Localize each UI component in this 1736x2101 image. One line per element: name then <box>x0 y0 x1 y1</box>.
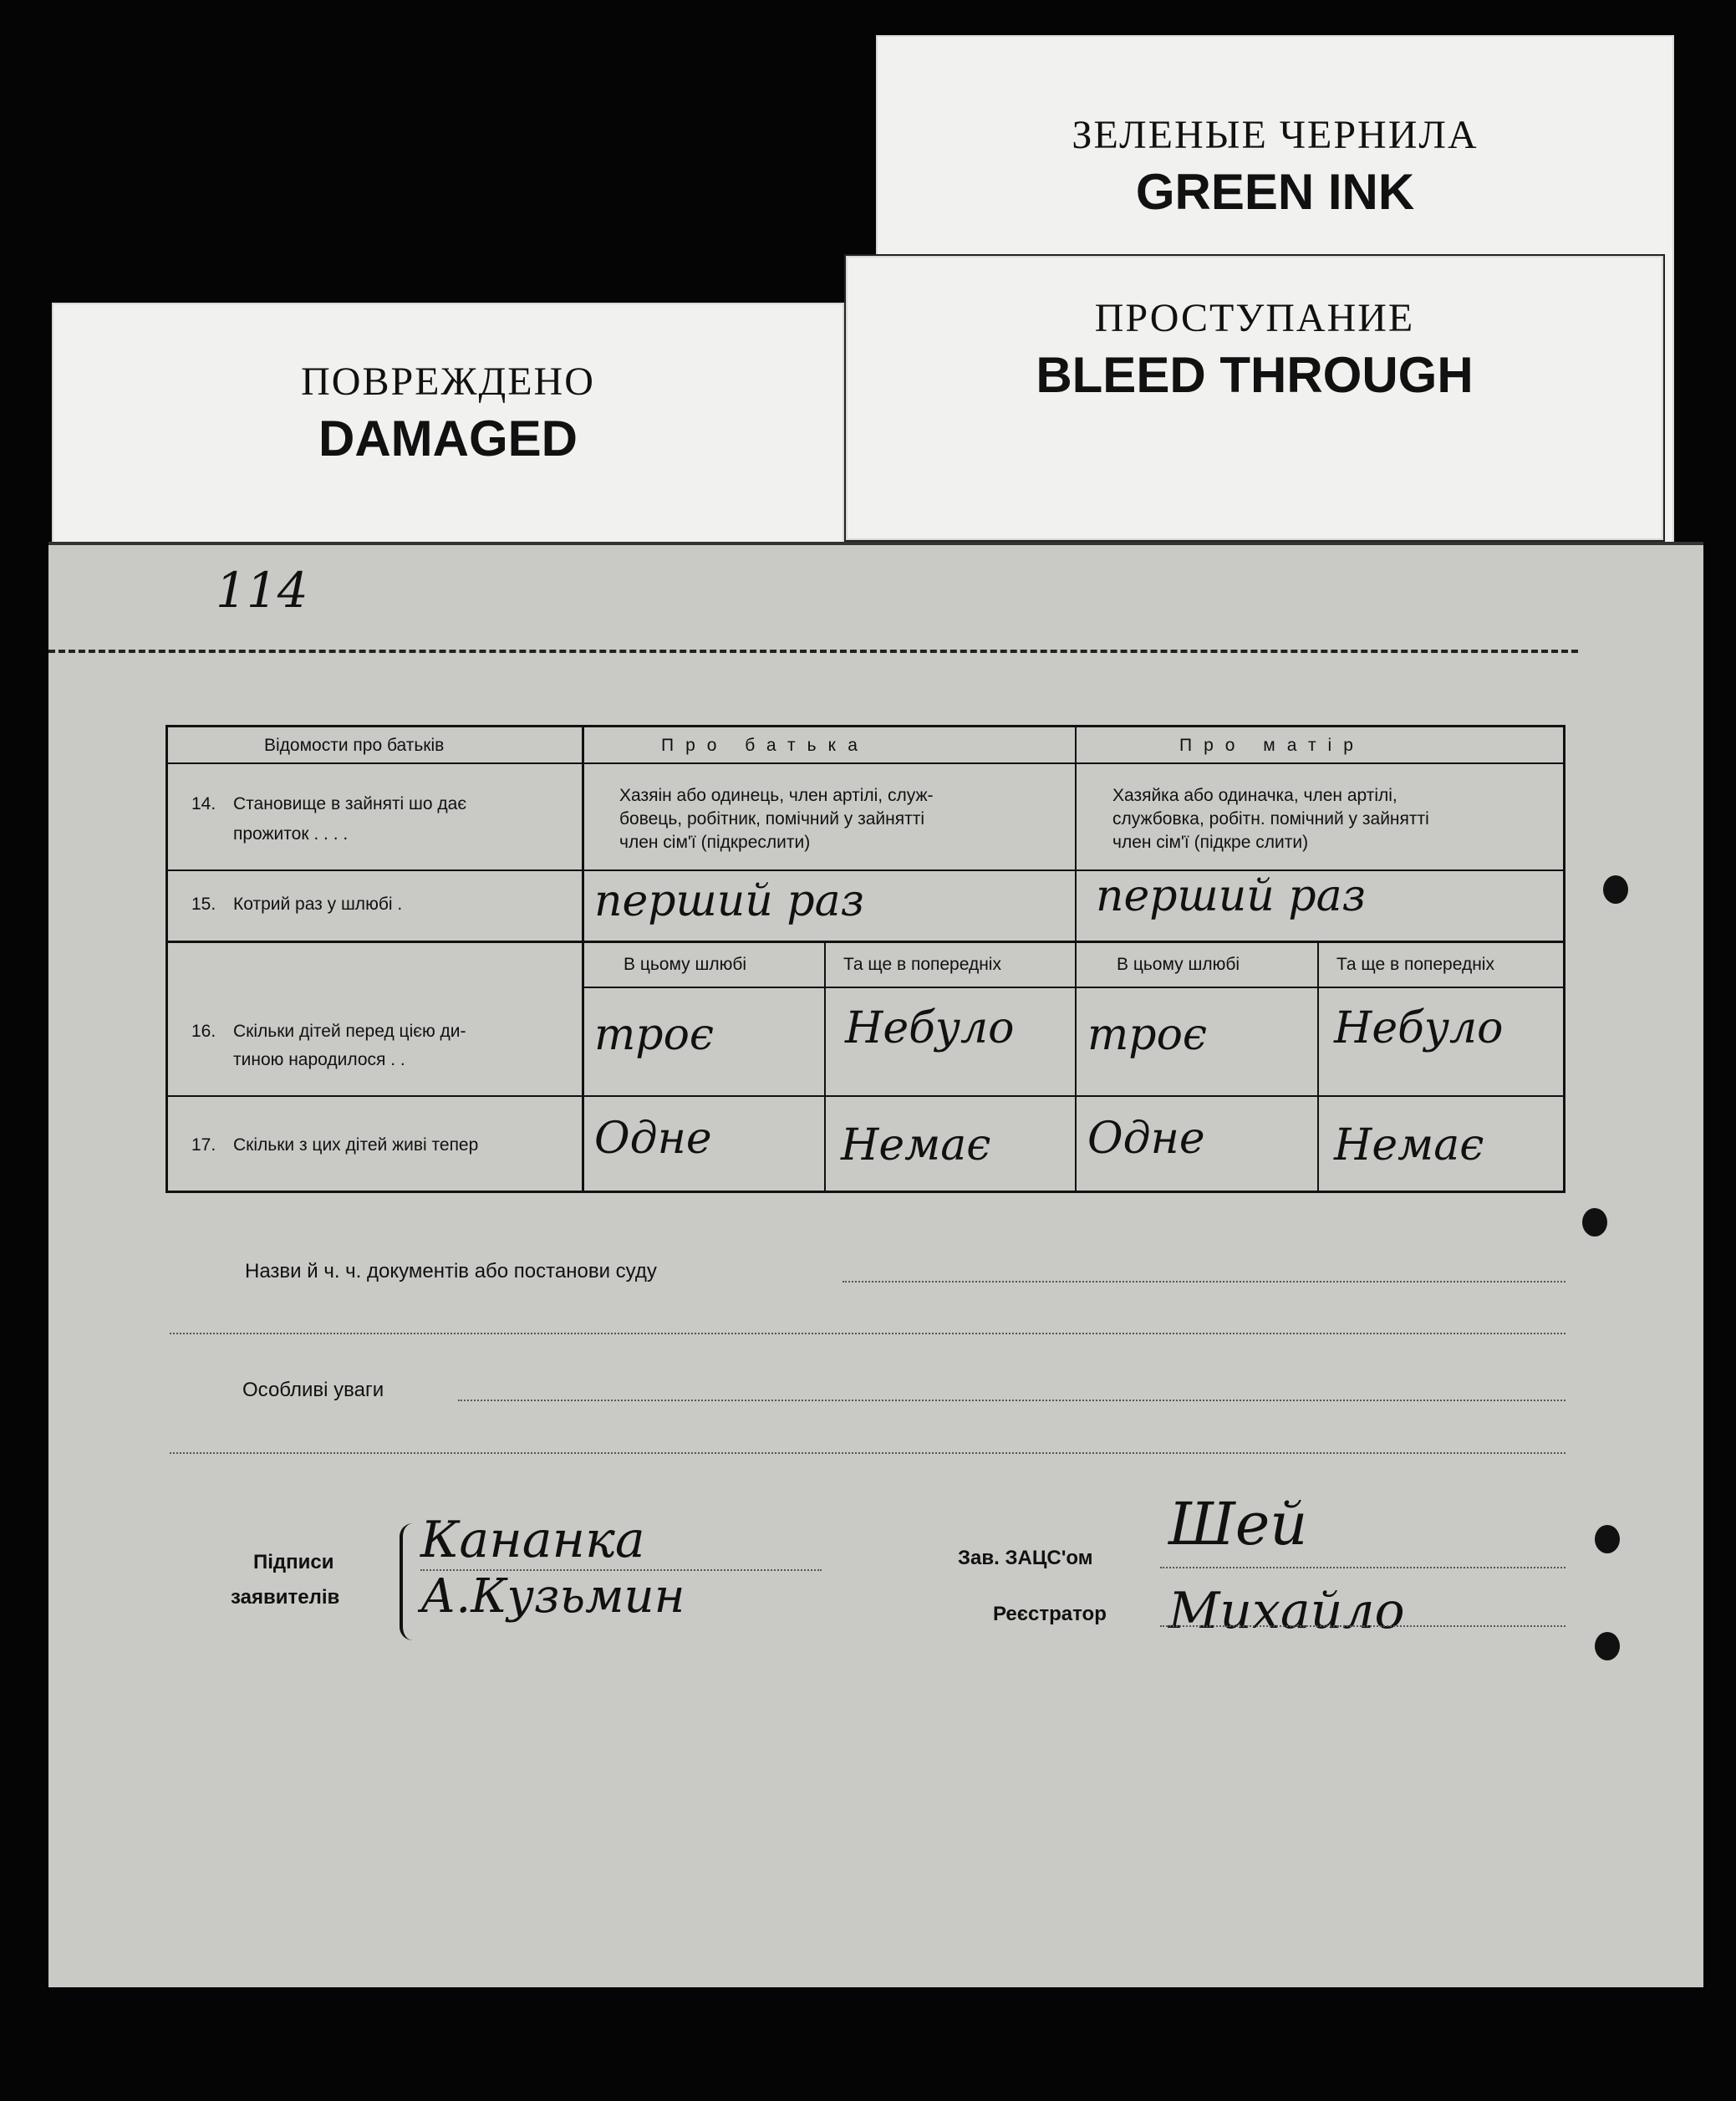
signatures-label-2: заявителів <box>231 1586 340 1609</box>
green-ink-en: GREEN INK <box>1135 164 1415 220</box>
row15-num: 15. <box>191 895 216 914</box>
row16-father-this: троє <box>594 1010 715 1060</box>
subheader-father-this: В цьому шлюбі <box>624 955 747 974</box>
row16-father-prev: Небуло <box>845 1003 1015 1053</box>
applicant-signature-2: А.Кузьмин <box>420 1569 685 1624</box>
row14-father-3: член сім'ї (підкреслити) <box>619 833 811 852</box>
row14-num: 14. <box>191 794 216 813</box>
row17-father-this: Одне <box>594 1114 712 1164</box>
damaged-card <box>52 303 844 553</box>
row16-num: 16. <box>191 1022 216 1041</box>
row14-mother-2: службовка, робітн. помічний у зайнятті <box>1112 809 1429 829</box>
subheader-mother-prev: Та ще в попередніх <box>1336 955 1494 974</box>
header-mother: Про матір <box>1179 736 1365 755</box>
registrar-label: Реєстратор <box>993 1603 1107 1625</box>
row14-mother-1: Хазяйка або одиначка, член артілі, <box>1112 786 1397 805</box>
punch-hole <box>1582 1208 1607 1237</box>
row16-mother-prev: Небуло <box>1334 1003 1504 1053</box>
header-parents: Відомости про батьків <box>264 736 445 755</box>
damaged-ru: ПОВРЕЖДЕНО <box>301 360 595 404</box>
row16-mother-this: троє <box>1087 1010 1208 1060</box>
signature-brace <box>400 1523 418 1640</box>
damaged-en: DAMAGED <box>318 411 578 467</box>
bleed-through-card <box>846 256 1663 540</box>
parents-table <box>165 725 1565 1193</box>
registrar-signature: Михайло <box>1168 1582 1405 1640</box>
row14-mother-3: член сім'ї (підкре слити) <box>1112 833 1309 852</box>
bleed-through-en: BLEED THROUGH <box>1036 347 1474 403</box>
punch-hole <box>1595 1525 1620 1553</box>
corner-number: 114 <box>216 562 308 619</box>
subheader-father-prev: Та ще в попередніх <box>843 955 1001 974</box>
head-signature: Шей <box>1168 1490 1308 1558</box>
row15-mother-value: перший раз <box>1096 871 1366 921</box>
row15-label: Котрий раз у шлюбі . <box>233 895 403 914</box>
row14-label-2: прожиток . . . . <box>233 824 349 844</box>
row17-mother-this: Одне <box>1087 1114 1205 1164</box>
row16-label-1: Скільки дітей перед цією ди- <box>233 1022 466 1041</box>
row14-father-1: Хазяін або одинець, член артілі, служ- <box>619 786 934 805</box>
applicant-signature-1: Кананка <box>420 1511 645 1569</box>
documents-label: Назви й ч. ч. документів або постанови суду <box>245 1260 657 1283</box>
row14-father-2: бовець, робітник, помічний у зайнятті <box>619 809 925 829</box>
subheader-mother-this: В цьому шлюбі <box>1117 955 1240 974</box>
row15-father-value: перший раз <box>594 876 864 926</box>
punch-hole <box>1595 1632 1620 1660</box>
row17-label: Скільки з цих дітей живі тепер <box>233 1135 479 1155</box>
row17-father-prev: Немає <box>841 1120 991 1170</box>
dashed-separator <box>48 650 1578 653</box>
green-ink-ru: ЗЕЛЕНЫЕ ЧЕРНИЛА <box>1072 113 1479 157</box>
punch-hole <box>1603 875 1628 904</box>
signatures-label-1: Підписи <box>253 1551 334 1573</box>
bleed-through-ru: ПРОСТУПАНИЕ <box>1094 296 1415 340</box>
row16-label-2: тиною народилося . . <box>233 1050 405 1069</box>
row17-num: 17. <box>191 1135 216 1155</box>
header-father: Про батька <box>661 736 869 755</box>
document-page <box>48 542 1703 1987</box>
row17-mother-prev: Немає <box>1334 1120 1484 1170</box>
head-label: Зав. ЗАЦС'ом <box>958 1547 1093 1569</box>
notes-label: Особливі уваги <box>242 1379 384 1401</box>
row14-label-1: Становище в зайняті шо дає <box>233 794 467 813</box>
